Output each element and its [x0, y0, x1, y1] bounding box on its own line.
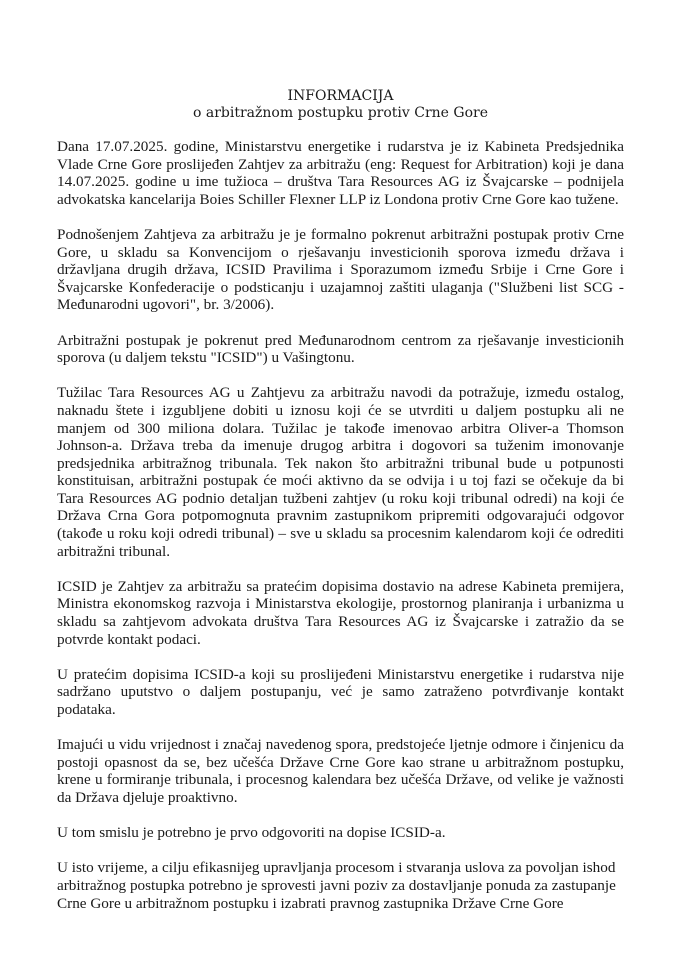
document-title: INFORMACIJA	[287, 88, 394, 104]
paragraph-urgency: Imajući u vidu vrijednost i značaj navedenog spora, predstojeće ljetnje odmore i činjenicu da postoji opasnost da se, bez učešća Države Crne Gore kao strane u arbitražnom postupku, krene u formiranje tribunala, i procesnog kalendara bez učešća Države, od velike je važnosti da Država djeluje proaktivno.	[57, 736, 624, 806]
paragraph-public-call: U isto vrijeme, a cilju efikasnijeg upravljanja procesom i stvaranja uslova za povoljan ishod arbitražnog postupka potrebno je sprovesti javni poziv za dostavljanje ponuda za zastupanje Crne Gore u arbitražnom postupku i izabrati pravnog zastupnika Države Crne Gore	[57, 859, 616, 912]
paragraph-icsid-venue: Arbitražni postupak je pokrenut pred Međunarodnom centrom za rješavanje investicionih sporova (u daljem tekstu "ICSID") u Vašingtonu.	[57, 331, 624, 367]
paragraph-legal-basis: Podnošenjem Zahtjeva za arbitražu je je formalno pokrenut arbitražni postupak protiv Crne Gore, u skladu sa Konvencijom o rješavanju investicionih sporova između država i državljana drugih država, ICSID Pravilima i Sporazumom između Srbije i Crne Gore i Švajcarske Konfederacije o podsticanju i uzajamnoj zaštiti ulaganja ("Službeni list SCG - Međunarodni ugovori", br. 3/2006).	[57, 225, 624, 314]
paragraph-claim-details: Tužilac Tara Resources AG u Zahtjevu za arbitražu navodi da potražuje, između ostalog, naknadu štete i izgubljene dobiti u iznosu koji će se utvrditi u daljem postupku ali ne manjem od 300 miliona dolara. Tužilac je takođe imenovao arbitra Oliver-a Thomson Johnson-a. Država treba da imenuje drugog arbitra i dogovori sa tuženim imonovanje predsjednika arbitražnog tribunala. Tek nakon što arbitražni tribunal bude u potpunosti konstituisan, arbitražni postupak će moći aktivno da se odvija i u toj fazi se očekuje da bi Tara Resources AG podnio detaljan tužbeni zahtjev (u roku koji tribunal odredi) na koji će Država Crna Gora potpomognuta pravnim zastupnikom pripremiti odgovarajući odgovor (takođe u roku koji odredi tribunal) – sve u skladu sa procesnim kalendarom koji će odrediti arbitražni tribunal.	[57, 384, 624, 560]
document-subtitle: o arbitražnom postupku protiv Crne Gore	[193, 105, 488, 121]
paragraph-icsid-delivery: ICSID je Zahtjev za arbitražu sa pratećim dopisima dostavio na adrese Kabineta premijera, Ministra ekonomskog razvoja i Ministarstva ekologije, prostornog planiranja i urbanizma u skladu sa zahtjevom advokata društva Tara Resources AG iz Švajcarske i zatražio da se potvrde kontakt podaci.	[57, 577, 624, 648]
paragraph-request-received: Dana 17.07.2025. godine, Ministarstvu energetike i rudarstva je iz Kabineta Predsjednika Vlade Crne Gore proslijeđen Zahtjev za arbitražu (eng: Request for Arbitration) koji je dana 14.07.2025. godine u ime tužioca – društva Tara Resources AG iz Švajcarske – podnijela advokatska kancelarija Boies Schiller Flexner LLP iz Londona protiv Crne Gore kao tužene.	[57, 138, 624, 208]
document-page	[57, 88, 624, 930]
paragraph-accompanying-letters: U pratećim dopisima ICSID-a koji su proslijeđeni Ministarstvu energetike i rudarstva nije sadržano uputstvo o daljem postupanju, već je samo zatraženo potvrđivanje kontakt podataka.	[57, 665, 624, 718]
paragraph-respond-icsid: U tom smislu je potrebno je prvo odgovoriti na dopise ICSID-a.	[57, 824, 446, 842]
